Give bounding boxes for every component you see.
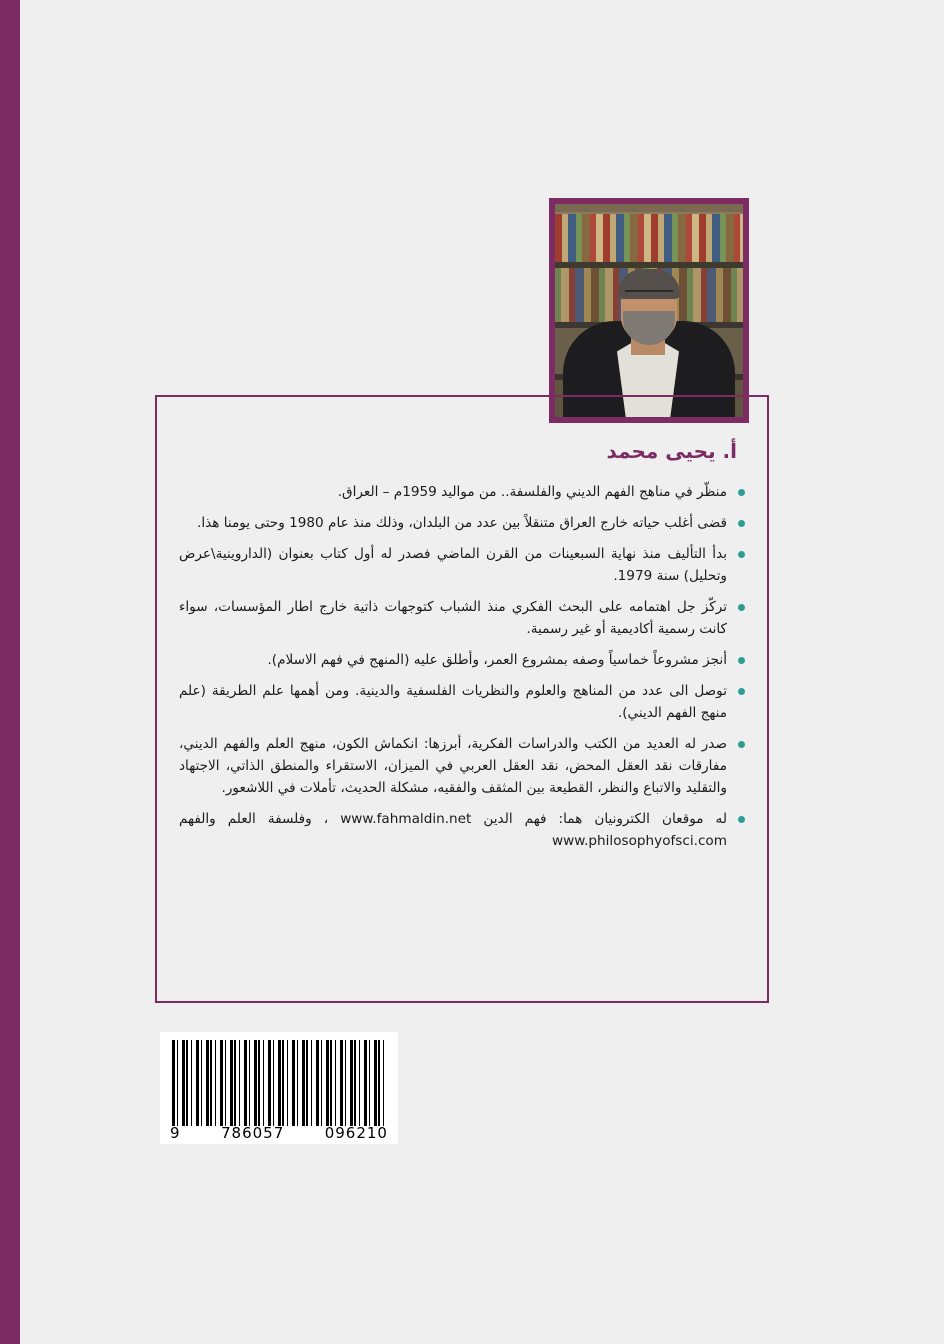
bullet-dot-icon xyxy=(738,688,745,695)
isbn-barcode xyxy=(160,1032,398,1144)
bullet-dot-icon xyxy=(738,520,745,527)
list-item xyxy=(179,596,745,640)
list-item xyxy=(179,680,745,724)
bullet-dot-icon xyxy=(738,551,745,558)
bio-text: توصل الى عدد من المناهج والعلوم والنظريات الفلسفية والدينية. ومن أهمها علم الطريقة (علم منهج الفهم الديني). xyxy=(179,683,727,722)
barcode-digits xyxy=(170,1124,388,1142)
list-item xyxy=(179,481,745,503)
barcode-bars xyxy=(172,1040,386,1126)
books-row-top xyxy=(555,214,743,262)
list-item-websites xyxy=(179,808,745,852)
website-link-1[interactable]: www.fahmaldin.net xyxy=(340,811,472,828)
bio-text: منظّر في مناهج الفهم الديني والفلسفة.. من مواليد 1959م – العراق. xyxy=(337,484,727,500)
list-item xyxy=(179,733,745,799)
barcode-lead-digit: 9 xyxy=(170,1124,181,1142)
website-link-2[interactable]: www.philosophyofsci.com xyxy=(551,833,727,850)
barcode-group-1: 786057 xyxy=(221,1124,285,1142)
bio-text: أنجز مشروعاً خماسياً وصفه بمشروع العمر، وأطلق عليه (المنهج في فهم الاسلام). xyxy=(267,652,727,669)
barcode-group-2: 096210 xyxy=(324,1124,388,1142)
websites-prefix: له موقعان الكترونيان هما: فهم الدين xyxy=(483,811,727,828)
bullet-dot-icon xyxy=(738,489,745,496)
bio-text: قضى أغلب حياته خارج العراق متنقلاً بين عدد من البلدان، وذلك منذ عام 1980 وحتى يومنا هذا. xyxy=(197,515,727,532)
bullet-dot-icon xyxy=(738,741,745,748)
bio-text: صدر له العديد من الكتب والدراسات الفكرية، أبرزها: انكماش الكون، منهج العلم والفهم الديني، مفارقات نقد العقل المحض، نقد العقل العربي في الميزان، الاستقراء والمنطق الذاتي، الاجتهاد والتقليد والاتباع والنظر، القطيعة بين المثقف والفقيه، مشكلة الحديث، تأملات في اللاشعور. xyxy=(179,736,727,797)
bio-panel xyxy=(155,395,769,1003)
bio-bullet-list xyxy=(179,481,745,861)
bio-text: تركّز جل اهتمامه على البحث الفكري منذ الشباب كتوجهات ذاتية خارج اطار المؤسسات، سواء كانت رسمية أكاديمية أو غير رسمية. xyxy=(179,599,727,638)
bullet-dot-icon xyxy=(738,604,745,611)
author-name: أ. يحيى محمد xyxy=(606,439,737,463)
author-photo xyxy=(555,204,743,417)
websites-middle: ، وفلسفة العلم والفهم xyxy=(179,811,329,828)
portrait-glasses xyxy=(625,290,673,301)
bullet-dot-icon xyxy=(738,657,745,664)
list-item xyxy=(179,512,745,534)
bio-text: بدأ التأليف منذ نهاية السبعينات من القرن الماضي فصدر له أول كتاب بعنوان (الداروينية\عرض وتحليل) سنة 1979. xyxy=(179,546,727,585)
spine-stripe xyxy=(0,0,20,1344)
author-photo-frame xyxy=(549,198,749,423)
list-item xyxy=(179,543,745,587)
bullet-dot-icon xyxy=(738,816,745,823)
list-item xyxy=(179,649,745,671)
